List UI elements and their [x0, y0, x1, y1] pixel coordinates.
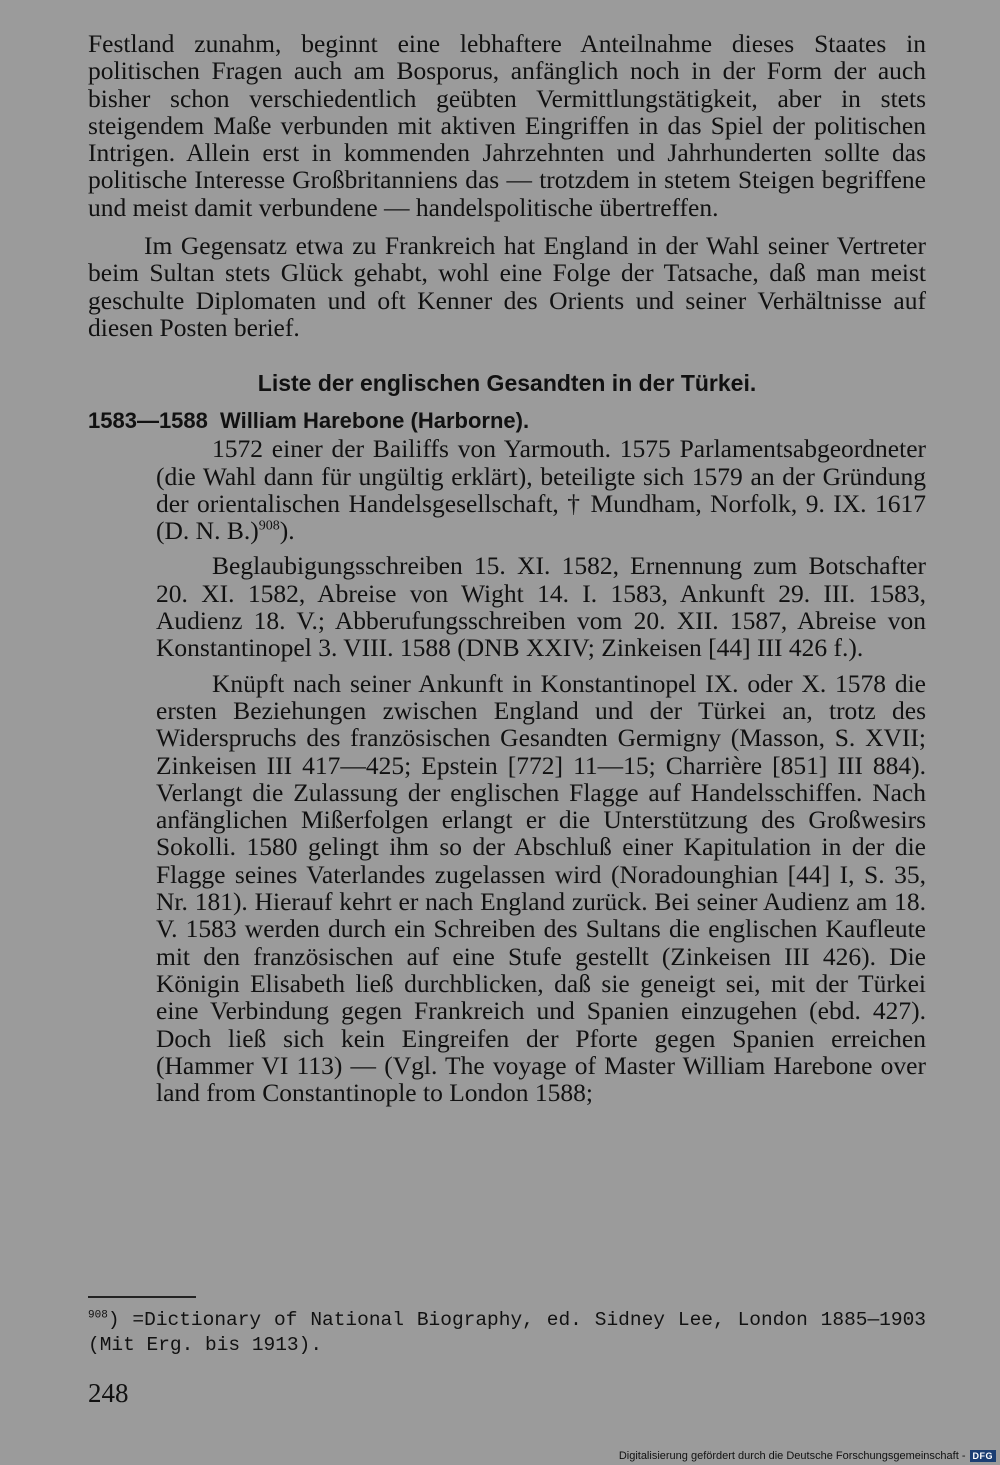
entry-paragraph-1-end: ). [279, 516, 295, 546]
intro-paragraph-1: Festland zunahm, beginnt eine lebhaftere Anteilnahme dieses Staates in politischen Fragen auch am Bosporus, anfänglich noch in der Form der auch bisher schon verschiedentlich geübten Vermittlungstätigkeit, aber in stets steigendem Maße verbunden mit aktiven Eingriffen in das Spiel der politischen Intrigen. Allein erst in kommenden Jahrzehnten und Jahrhunderten sollte das politische Interesse Großbritanniens das — trotzdem in stetem Steigen begriffene und meist damit verbundene — handelspolitische übertreffen. [88, 29, 926, 222]
entry-paragraph-1-text: 1572 einer der Bailiffs von Yarmouth. 1575 Parlamentsabgeordneter (die Wahl dann für ungültig erklärt), beteiligte sich 1579 an der Gründung der orientalischen Handelsgesellschaft, † Mundham, Norfolk, 9. IX. 1617 (D. N. B.) [156, 434, 926, 546]
footnote-reference[interactable]: 908 [258, 518, 280, 534]
entry-paragraph-2: Beglaubigungsschreiben 15. XI. 1582, Ernennung zum Botschafter 20. XI. 1582, Abreise von Wight 14. I. 1583, Ankunft 29. III. 1583, Audienz 18. V.; Abberufungsschreiben vom 20. XII. 1587, Abreise von Konstantinopel 3. VIII. 1588 (DNB XXIV; Zinkeisen [44] III 426 f.). [156, 551, 926, 663]
footnote-divider [88, 1296, 196, 1298]
intro-paragraph-2: Im Gegensatz etwa zu Frankreich hat England in der Wahl seiner Vertreter beim Sultan stets Glück gehabt, wohl eine Folge der Tatsache, daß man meist geschulte Diplomaten und oft Kenner des Orients und seiner Verhältnisse auf diesen Posten berief. [88, 231, 926, 342]
entry-body [156, 435, 926, 1106]
section-heading: Liste der englischen Gesandten in der Türkei. [257, 370, 757, 397]
entry-paragraph-3: Knüpft nach seiner Ankunft in Konstantinopel IX. oder X. 1578 die ersten Beziehungen zwischen England und der Türkei an, trotz des Widerspruchs des französischen Gesandten Germigny (Masson, S. XVII; Zinkeisen III 417—425; Epstein [772] 11—15; Charrière [851] III 884). Verlangt die Zulassung der englischen Flagge auf Handelsschiffen. Nach anfänglichen Mißerfolgen erlangt er die Unterstützung des Großwesirs Sokolli. 1580 gelingt ihm so der Abschluß einer Kapitulation in der die Flagge seines Vaterlandes zugelassen wird (Noradounghian [44] I, S. 35, Nr. 181). Hierauf kehrt er nach England zurück. Bei seiner Audienz am 18. V. 1583 werden durch ein Schreiben des Sultans die englischen Kaufleute mit den französischen auf eine Stufe gestellt (Zinkeisen III 426). Die Königin Elisabeth ließ durchblicken, daß sie geneigt sei, mit der Türkei eine Verbindung gegen Frankreich und Spanien einzugehen (ebd. 427). Doch ließ sich kein Eingreifen der Pforte gegen Spanien erreichen (Hammer VI 113) — (Vgl. The voyage of Master William Harebone over land from Constantinople to London 1588; [156, 668, 926, 1108]
footnote [88, 1308, 926, 1358]
page-number: 248 [88, 1378, 129, 1408]
footnote-mark: 908 [88, 1309, 108, 1322]
credit-text: Digitalisierung gefördert durch die Deutsche Forschungsgemeinschaft - [618, 1450, 966, 1462]
entry-heading [88, 407, 926, 435]
entry-name: William Harebone (Harborne). [220, 408, 530, 434]
footnote-text: ) =Dictionary of National Biography, ed. Sidney Lee, London 1885—1903 (Mit Erg. bis 1913). [88, 1309, 926, 1356]
entry-paragraph-1 [156, 435, 926, 544]
page-body [88, 30, 926, 1106]
dfg-logo-icon: DFG [970, 1450, 997, 1462]
entry-years: 1583—1588 [88, 408, 208, 434]
digitization-credit [619, 1450, 996, 1462]
